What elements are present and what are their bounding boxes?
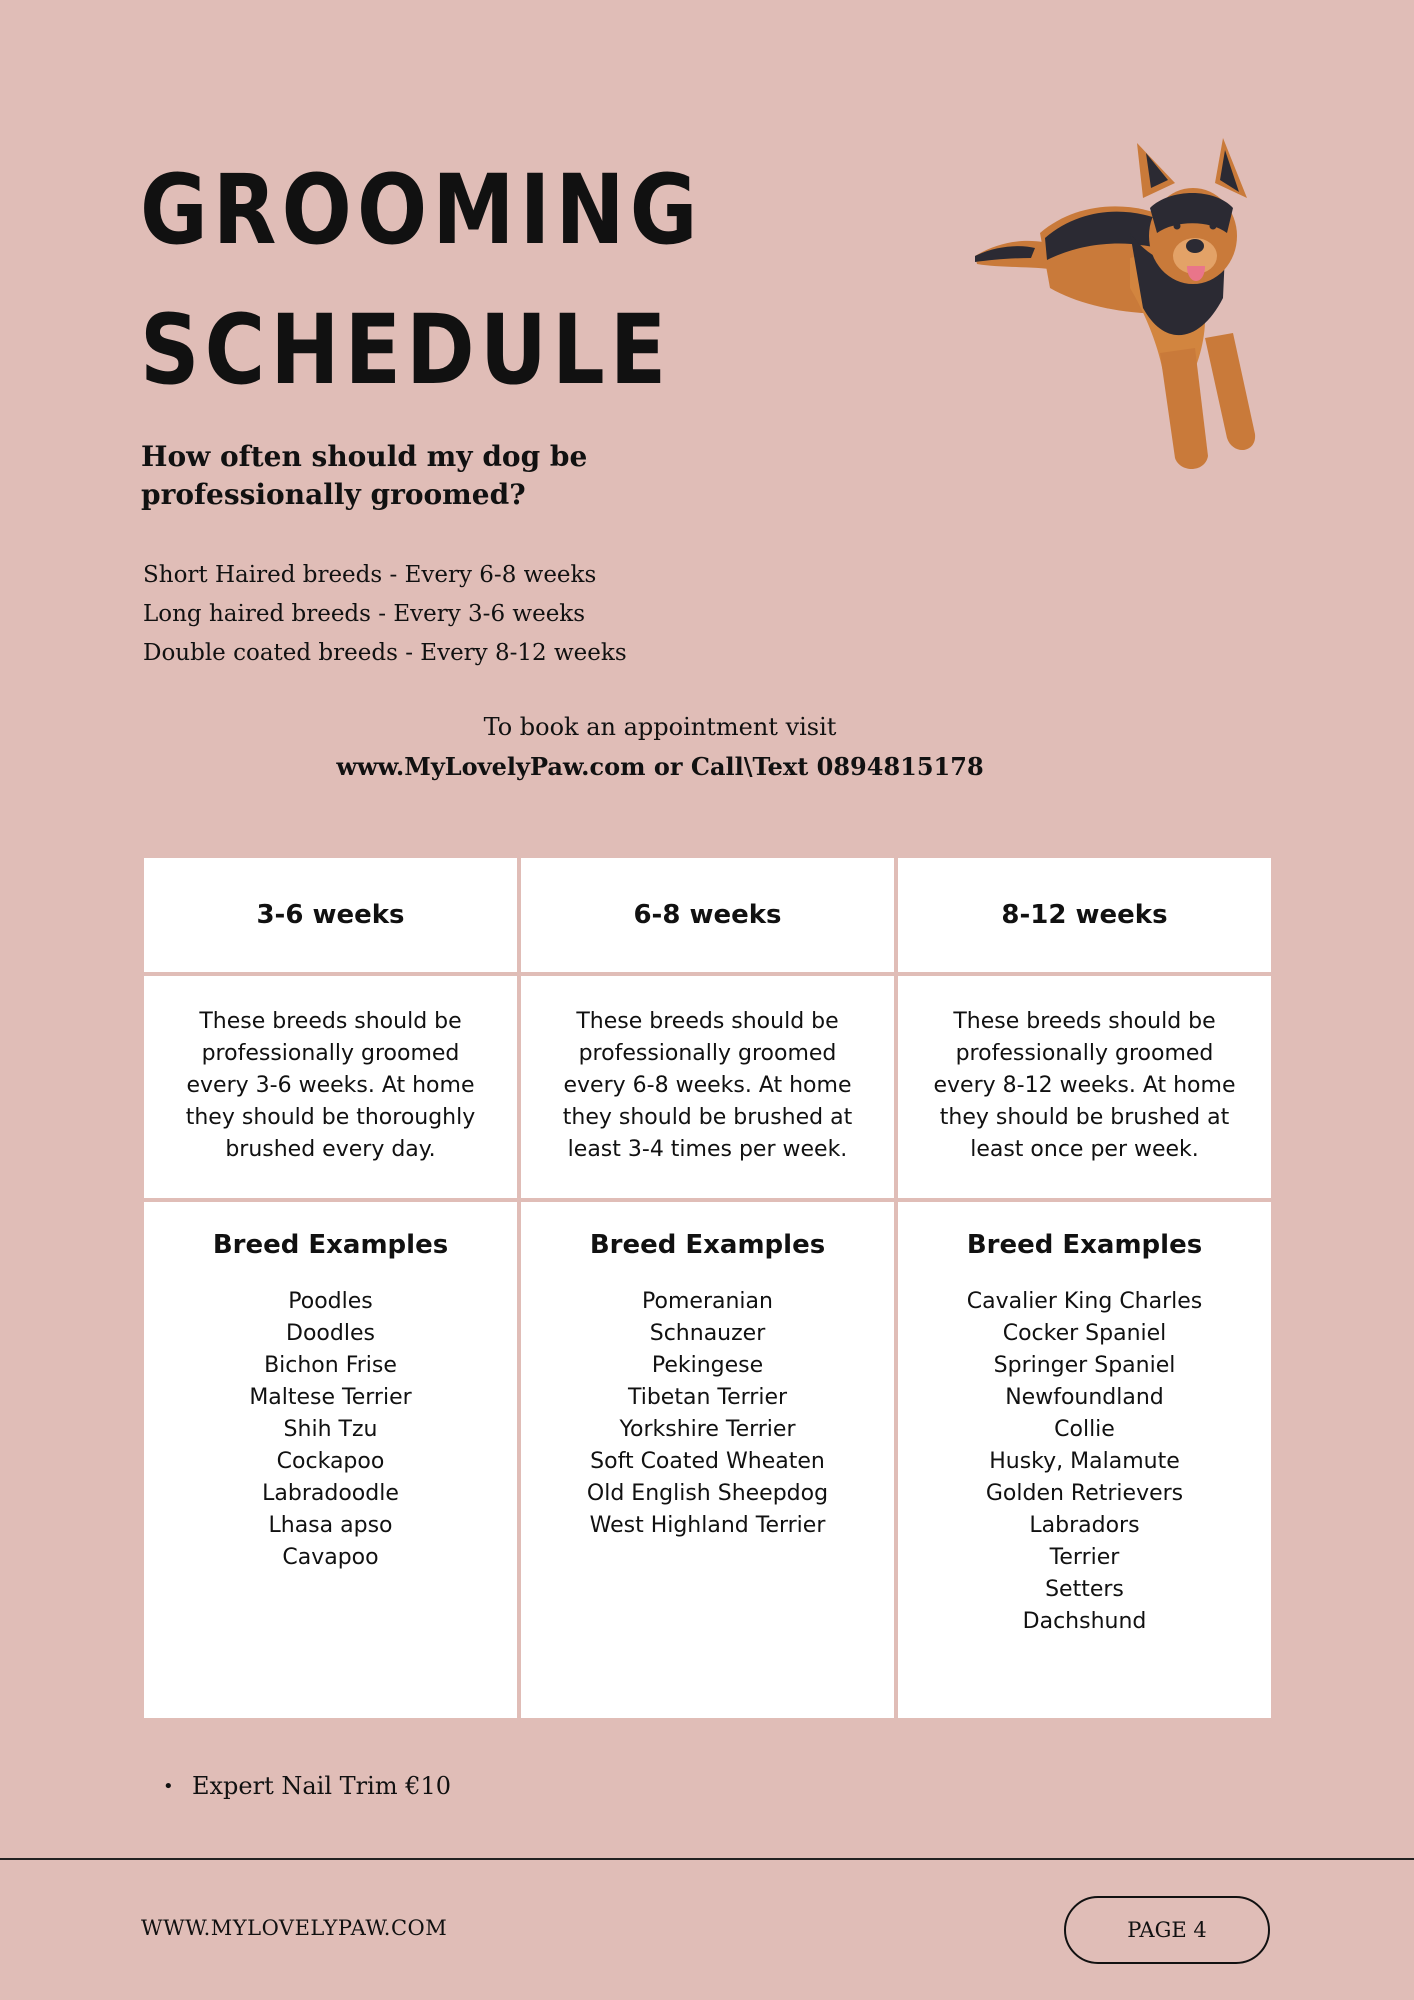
frequency-item: Short Haired breeds - Every 6-8 weeks: [143, 562, 597, 588]
frequency-item: Long haired breeds - Every 3-6 weeks: [143, 601, 586, 627]
breed-item: Tibetan Terrier: [627, 1385, 788, 1410]
breed-examples-cell: [521, 1202, 894, 1718]
breed-item: Old English Sheepdog: [586, 1481, 829, 1506]
page-title: [140, 140, 703, 420]
column-heading: 3-6 weeks: [144, 858, 517, 972]
breed-item: Pekingese: [651, 1353, 764, 1378]
breed-item: Maltese Terrier: [249, 1385, 412, 1410]
breed-item: Husky, Malamute: [989, 1449, 1180, 1474]
frequency-list: [143, 556, 627, 673]
breed-item: Cavapoo: [282, 1545, 379, 1570]
breed-item: Cocker Spaniel: [1002, 1321, 1167, 1346]
breed-item: Bichon Frise: [264, 1353, 397, 1378]
breed-item: Schnauzer: [649, 1321, 766, 1346]
german-shepherd-dog-icon: [965, 138, 1280, 478]
title-line-1: GROOMING: [140, 154, 703, 266]
breed-examples-cell: [898, 1202, 1271, 1718]
extra-service-item: • Expert Nail Trim €10: [163, 1768, 451, 1805]
footer-website-link[interactable]: WWW.MYLOVELYPAW.COM: [141, 1916, 448, 1940]
breed-item: Collie: [1054, 1417, 1115, 1442]
breed-item: Pomeranian: [642, 1289, 773, 1314]
breed-item: Terrier: [1049, 1545, 1120, 1570]
breed-item: Cockapoo: [276, 1449, 385, 1474]
column-description: These breeds should be professionally groomed every 6-8 weeks. At home they should be brushed at least 3-4 times per week.: [521, 976, 894, 1198]
breed-examples-cell: [144, 1202, 517, 1718]
column-heading: 6-8 weeks: [521, 858, 894, 972]
column-heading: 8-12 weeks: [898, 858, 1271, 972]
breed-item: Doodles: [286, 1321, 375, 1346]
title-line-2: SCHEDULE: [140, 294, 672, 406]
breed-item: Yorkshire Terrier: [619, 1417, 796, 1442]
breed-item: Dachshund: [1022, 1609, 1147, 1634]
booking-contact: www.MyLovelyPaw.com or Call\Text 0894815178: [336, 752, 984, 781]
breed-examples-title: Breed Examples: [212, 1230, 449, 1260]
footer-divider: [0, 1858, 1414, 1860]
breed-item: Newfoundland: [1005, 1385, 1164, 1410]
frequency-item: Double coated breeds - Every 8-12 weeks: [143, 640, 627, 666]
extras-list: [163, 1768, 451, 1805]
breed-item: Soft Coated Wheaten: [590, 1449, 825, 1474]
breed-examples-title: Breed Examples: [966, 1230, 1203, 1260]
breed-item: Setters: [1045, 1577, 1124, 1602]
breed-item: West Highland Terrier: [589, 1513, 826, 1538]
breed-item: Shih Tzu: [283, 1417, 378, 1442]
breed-examples-title: Breed Examples: [589, 1230, 826, 1260]
breed-item: Labradoodle: [262, 1481, 399, 1506]
breed-item: Lhasa apso: [268, 1513, 393, 1538]
page-number-button[interactable]: PAGE 4: [1064, 1896, 1270, 1964]
column-description: These breeds should be professionally groomed every 8-12 weeks. At home they should be brushed at least once per week.: [898, 976, 1271, 1198]
booking-intro: To book an appointment visit: [483, 713, 837, 741]
breed-item: Poodles: [288, 1289, 373, 1314]
grooming-question: How often should my dog be professionally groomed?: [141, 440, 588, 511]
breed-item: Cavalier King Charles: [966, 1289, 1203, 1314]
schedule-table: [144, 858, 1272, 1718]
breed-item: Springer Spaniel: [993, 1353, 1176, 1378]
breed-item: Labradors: [1029, 1513, 1140, 1538]
breed-item: Golden Retrievers: [985, 1481, 1184, 1506]
column-description: These breeds should be professionally groomed every 3-6 weeks. At home they should be thoroughly brushed every day.: [144, 976, 517, 1198]
